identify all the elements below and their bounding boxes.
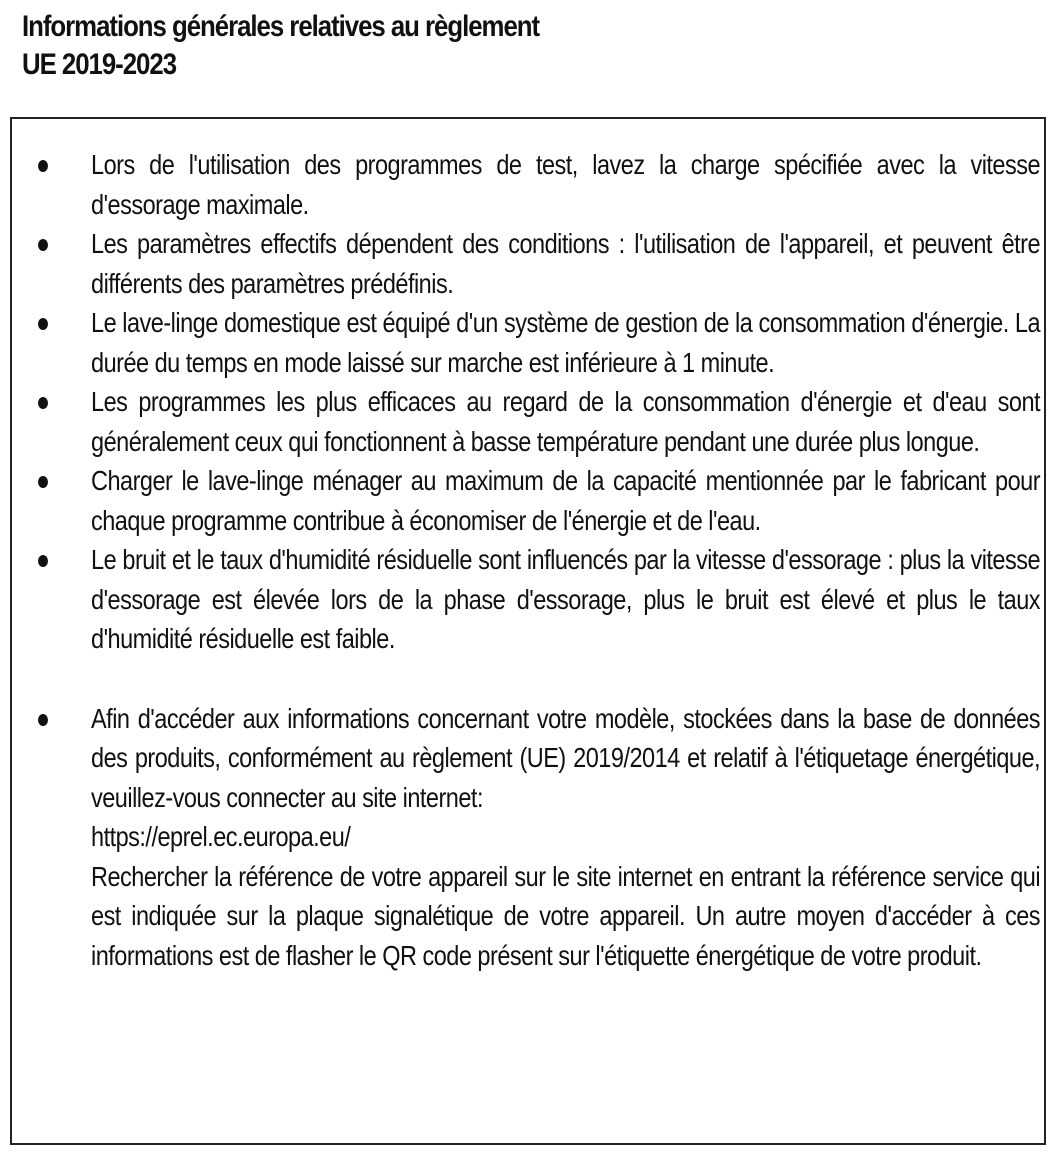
list-item-text: Le bruit et le taux d'humidité résiduelle sont influencés par la vitesse d'essorage : plus la vitesse d'essorage est élevée lors de la phase d'essorage, plus le bruit est élevé et plus le taux d'humidité résiduelle est faible. [91,544,1041,654]
title-line-1: Informations générales relatives au règlement [22,10,540,43]
list-item [12,382,1044,461]
bullet-icon [38,714,48,726]
info-box [10,117,1046,1145]
list-item-text: Charger le lave-linge ménager au maximum de la capacité mentionnée par le fabricant pour chaque programme contribue à économiser de l'énergie et de l'eau. [91,465,1041,536]
list-item-text: Le lave-linge domestique est équipé d'un système de gestion de la consommation d'énergie. La durée du temps en mode laissé sur marche est inférieure à 1 minute. [91,307,1041,378]
list-item-text: Les paramètres effectifs dépendent des conditions : l'utilisation de l'appareil, et peuvent être différents des paramètres prédéfinis. [91,228,1041,299]
list-item [12,145,1044,224]
list-item [12,303,1044,382]
list-item [12,699,1044,976]
bullet-list [12,145,1044,975]
bullet-icon [38,160,48,172]
list-item-text: Les programmes les plus efficaces au regard de la consommation d'énergie et d'eau sont généralement ceux qui fonctionnent à basse température pendant une durée plus longue. [91,386,1041,457]
list-item [12,461,1044,540]
page-title [22,8,539,84]
bullet-icon [38,318,48,330]
list-item-followup: Rechercher la référence de votre appareil sur le site internet en entrant la référence service qui est indiquée sur la plaque signalétique de votre appareil. Un autre moyen d'accéder à ces informations est de flasher le QR code présent sur l'étiquette énergétique de votre produit. [91,860,1041,971]
list-item [12,540,1044,659]
list-item-text: Lors de l'utilisation des programmes de test, lavez la charge spécifiée avec la vitesse d'essorage maximale. [91,149,1041,220]
bullet-icon [38,555,48,567]
title-line-2: UE 2019-2023 [22,48,177,81]
bullet-icon [38,397,48,409]
list-item [12,224,1044,303]
list-item-text: Afin d'accéder aux informations concernant votre modèle, stockées dans la base de données des produits, conformément au règlement (UE) 2019/2014 et relatif à l'étiquetage énergétique, veuillez-vous connecter au site internet: [91,702,1041,813]
spacer [12,659,1044,699]
bullet-icon [38,476,48,488]
bullet-icon [38,239,48,251]
eprel-link[interactable]: https://eprel.ec.europa.eu/ [91,821,351,852]
